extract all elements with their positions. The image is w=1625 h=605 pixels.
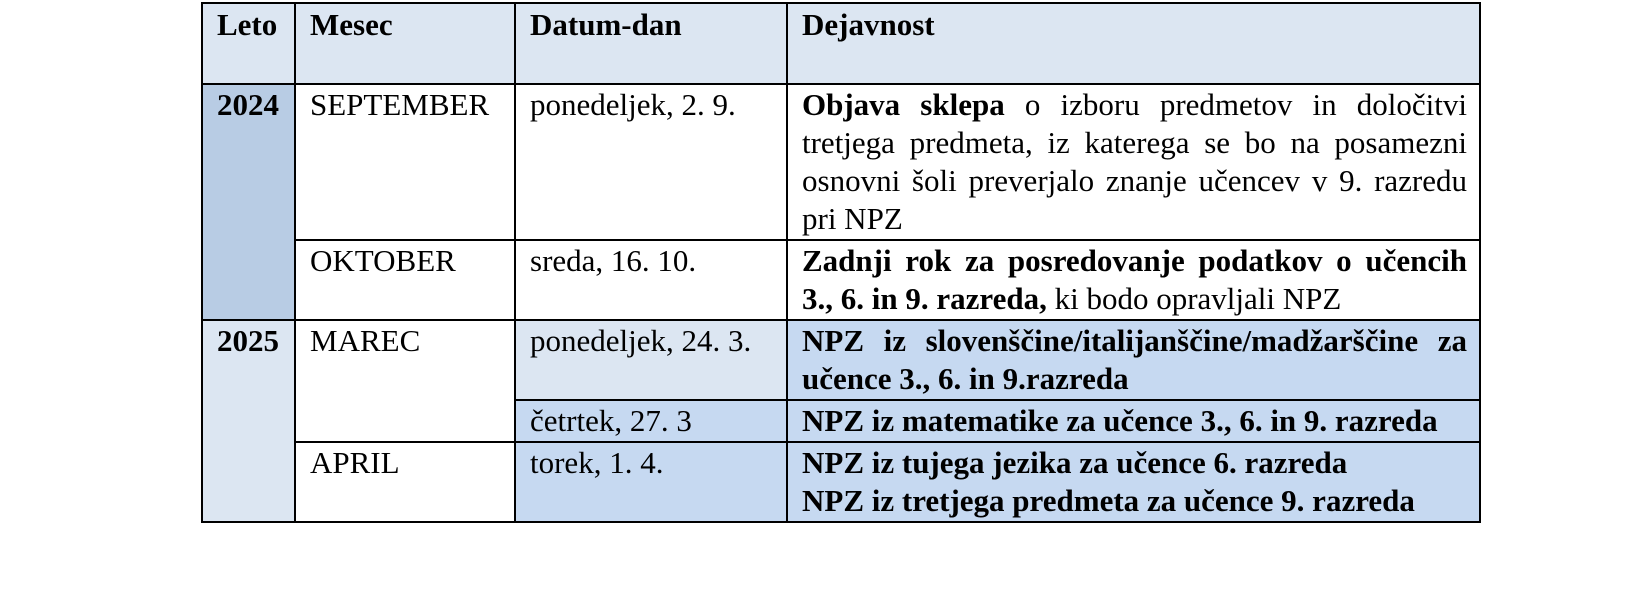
month-cell-september: SEPTEMBER	[295, 84, 515, 240]
month-cell-april: APRIL	[295, 442, 515, 522]
activity-bold-line2: NPZ iz tretjega predmeta za učence 9. razreda	[802, 483, 1415, 518]
header-leto: Leto	[202, 3, 295, 84]
year-cell-2024: 2024	[202, 84, 295, 320]
activity-cell	[787, 84, 1480, 240]
activity-text: o izboru predmetov in določitvi tretjega predmeta, iz katerega se bo na posamezni osnovni šoli preverjalo znanje učencev v 9. razredu pri NPZ	[802, 87, 1467, 236]
activity-bold: NPZ iz matematike za učence 3., 6. in 9. razreda	[802, 403, 1438, 438]
activity-cell	[787, 400, 1480, 442]
date-cell: torek, 1. 4.	[515, 442, 787, 522]
activity-bold: Objava sklepa	[802, 87, 1005, 122]
activity-text: ki bodo opravljali NPZ	[1046, 281, 1342, 316]
date-cell: ponedeljek, 24. 3.	[515, 320, 787, 400]
month-cell-oktober: OKTOBER	[295, 240, 515, 320]
activity-bold: NPZ iz slovenščine/italijanščine/madžarščine za učence 3., 6. in 9.razreda	[802, 323, 1467, 396]
month-cell-marec: MAREC	[295, 320, 515, 442]
date-cell: četrtek, 27. 3	[515, 400, 787, 442]
header-mesec: Mesec	[295, 3, 515, 84]
activity-bold: Zadnji rok za posredovanje podatkov o učencih 3., 6. in 9. razreda,	[802, 243, 1467, 316]
activity-cell	[787, 442, 1480, 522]
activity-cell	[787, 320, 1480, 400]
npz-schedule-table	[201, 2, 1481, 523]
year-cell-2025: 2025	[202, 320, 295, 522]
date-cell: ponedeljek, 2. 9.	[515, 84, 787, 240]
date-cell: sreda, 16. 10.	[515, 240, 787, 320]
header-dejavnost: Dejavnost	[787, 3, 1480, 84]
header-row	[202, 3, 1480, 84]
table-row	[202, 240, 1480, 320]
header-datum: Datum-dan	[515, 3, 787, 84]
table-row	[202, 84, 1480, 240]
table-row	[202, 442, 1480, 522]
activity-cell	[787, 240, 1480, 320]
table-row	[202, 320, 1480, 400]
activity-bold-line1: NPZ iz tujega jezika za učence 6. razreda	[802, 445, 1348, 480]
